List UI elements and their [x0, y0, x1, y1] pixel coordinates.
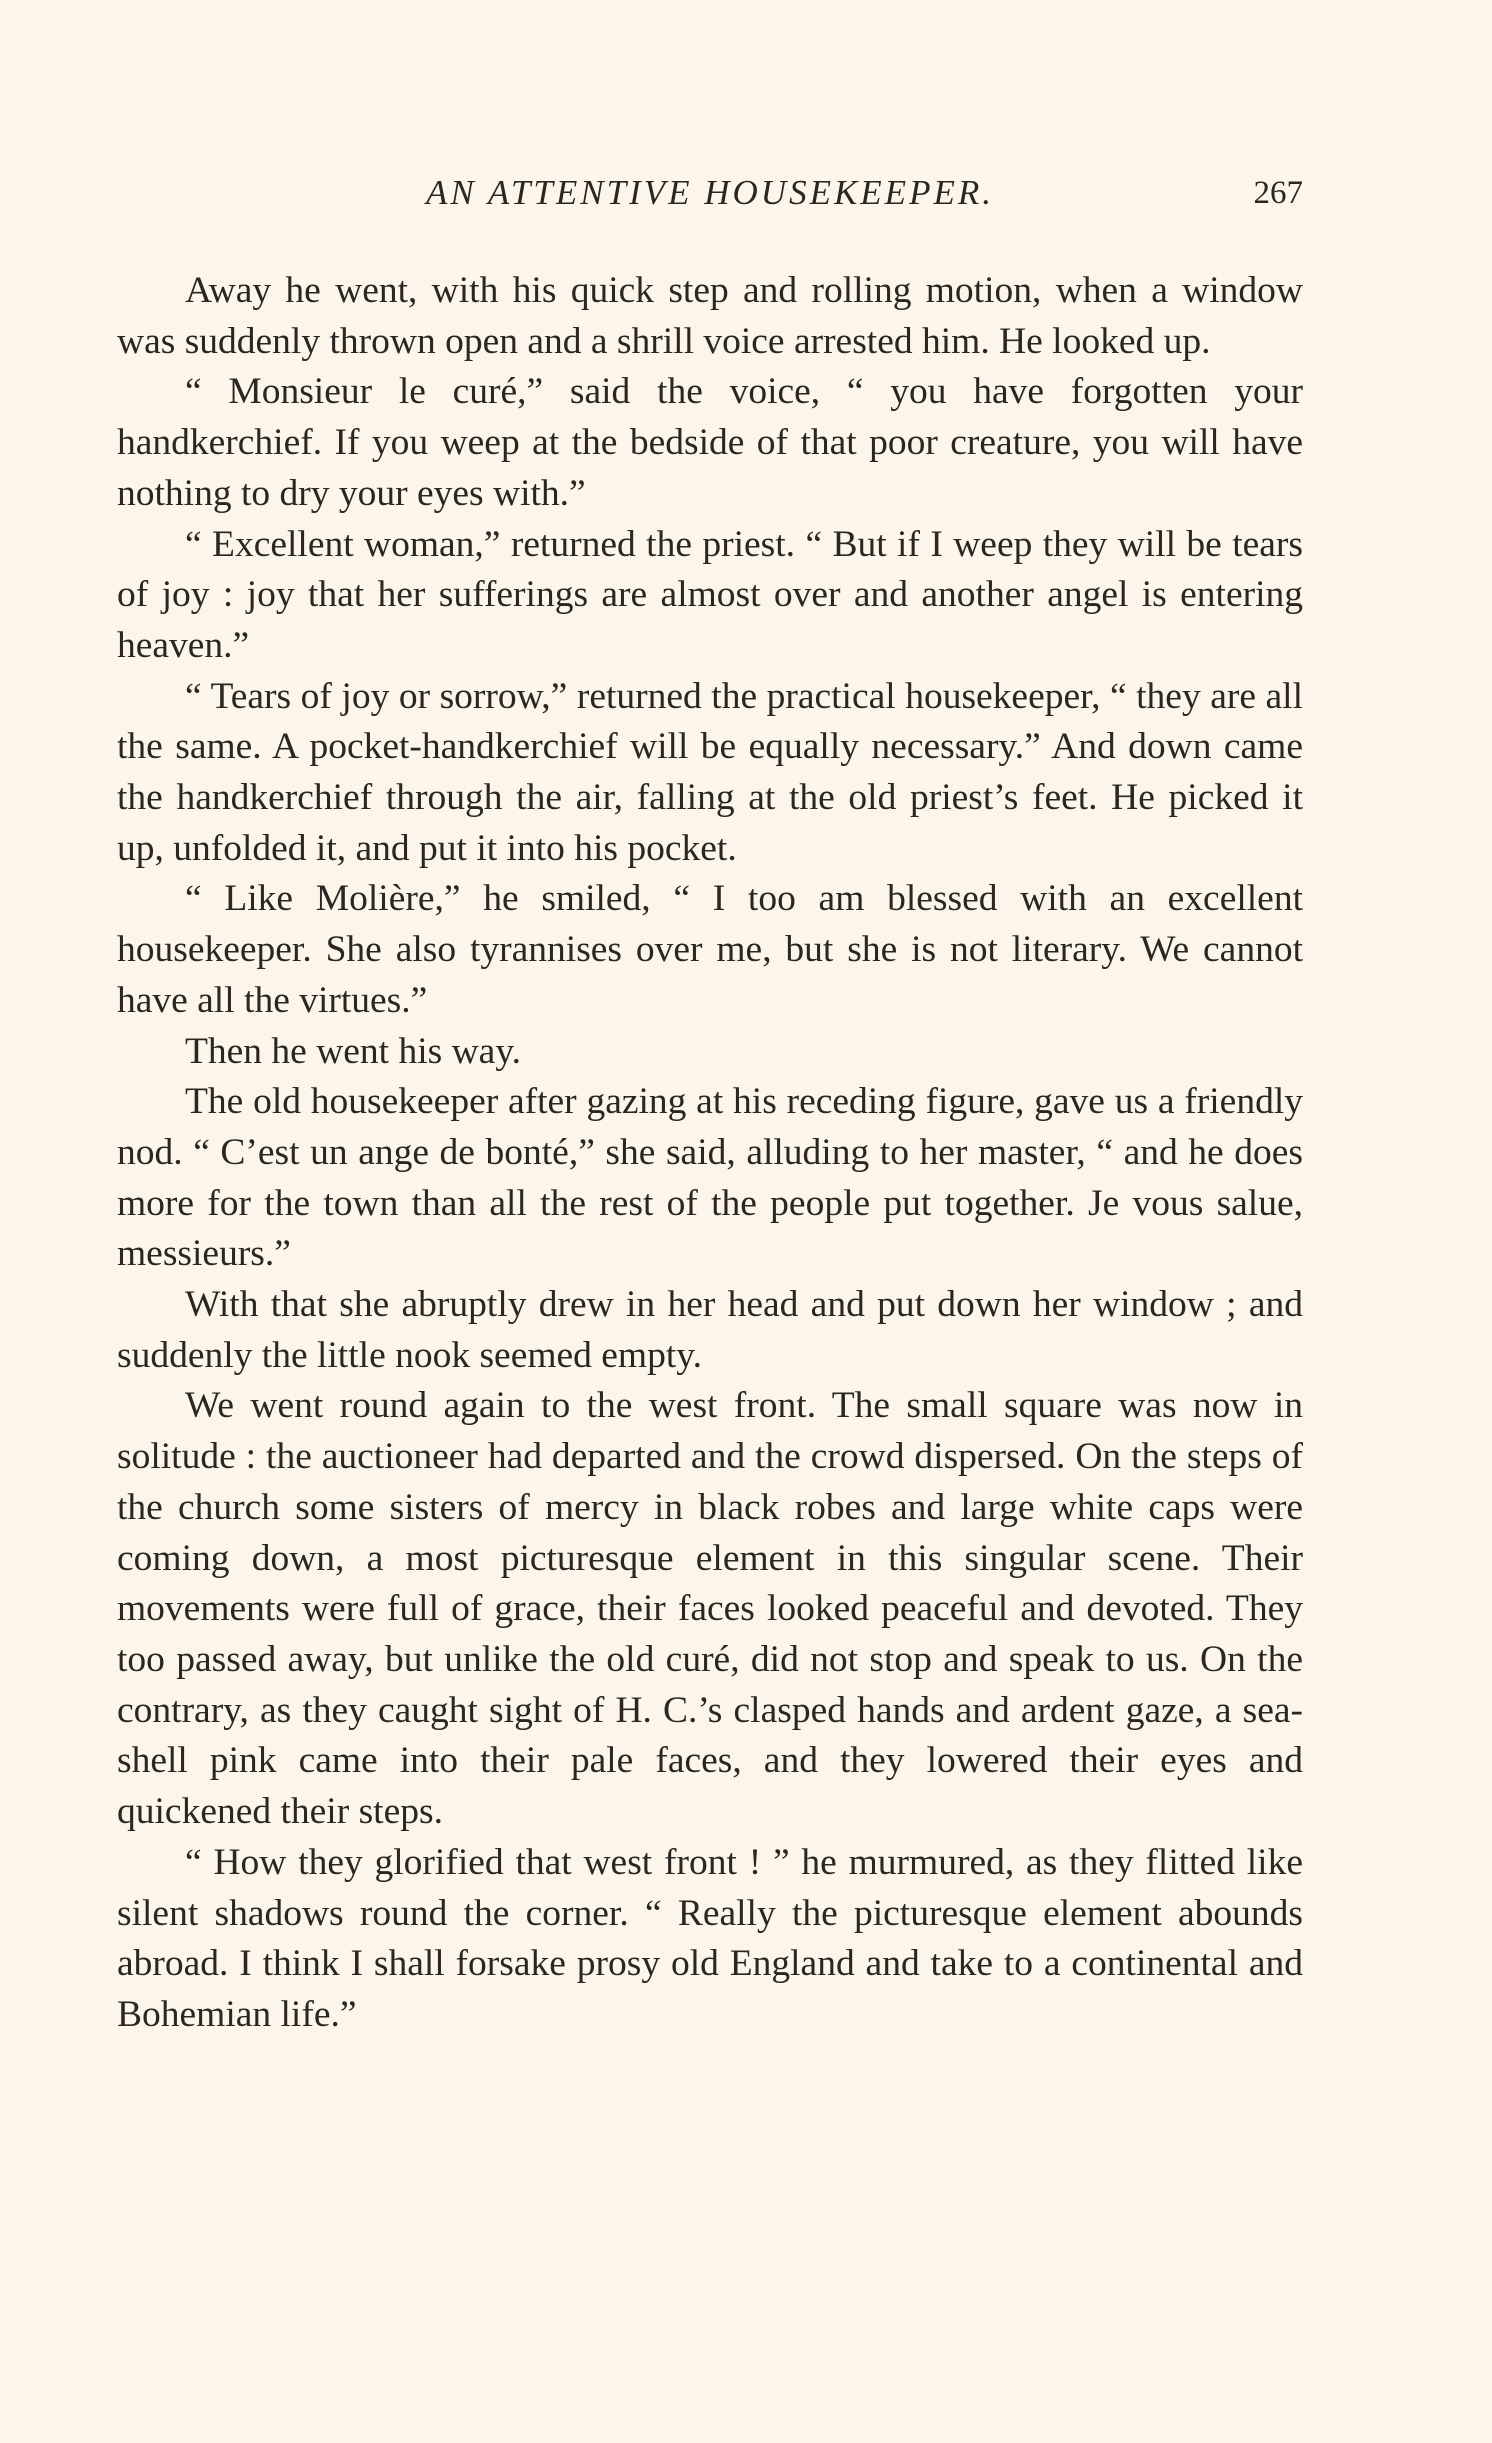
paragraph: “ Tears of joy or sorrow,” returned the practical housekeeper, “ they are all the same. A pocket-handkerchief will be equally necessary.” And down came the handkerchief through the air, falling at the old priest’s feet. He picked it up, unfolded it, and put it into his pocket.: [117, 675, 1303, 869]
paragraph: We went round again to the west front. The small square was now in solitude : the auctioneer had departed and the crowd dispersed. On the steps of the church some sisters of mercy in black robes and large white caps were coming down, a most picturesque element in this singular scene. Their movements were full of grace, their faces looked peaceful and devoted. They too passed away, but unlike the old curé, did not stop and speak to us. On the contrary, as they caught sight of H. C.’s clasped hands and ardent gaze, a sea-shell pink came into their pale faces, and they lowered their eyes and quickened their steps.: [117, 1385, 1303, 1833]
paragraph: “ Monsieur le curé,” said the voice, “ you have forgotten your handkerchief. If you weep at the bedside of that poor creature, you will have nothing to dry your eyes with.”: [117, 371, 1303, 514]
paragraph: Then he went his way.: [185, 1030, 522, 1072]
chapter-running-title: AN ATTENTIVE HOUSEKEEPER.: [426, 173, 994, 212]
paragraph: With that she abruptly drew in her head and put down her window ; and suddenly the little nook seemed empty.: [117, 1284, 1303, 1376]
paragraph: “ Like Molière,” he smiled, “ I too am blessed with an excellent housekeeper. She also tyrannises over me, but she is not literary. We cannot have all the virtues.”: [117, 878, 1303, 1021]
paragraph: Away he went, with his quick step and rolling motion, when a window was suddenly thrown open and a shrill voice arrested him. He looked up.: [117, 270, 1303, 362]
paragraph: “ How they glorified that west front ! ” he murmured, as they flitted like silent shadows round the corner. “ Really the picturesque element abounds abroad. I think I shall forsake prosy old England and take to a continental and Bohemian life.”: [117, 1841, 1303, 2035]
page-number: 267: [1253, 175, 1303, 211]
running-head: [117, 168, 1303, 218]
paragraph: “ Excellent woman,” returned the priest. “ But if I weep they will be tears of joy : joy that her sufferings are almost over and another angel is entering heaven.”: [117, 523, 1303, 666]
paragraph: The old housekeeper after gazing at his receding figure, gave us a friendly nod. “ C’est un ange de bonté,” she said, alluding to her master, “ and he does more for the town than all the rest of the people put together. Je vous salue, messieurs.”: [117, 1081, 1303, 1275]
body-text: [117, 266, 1303, 2041]
